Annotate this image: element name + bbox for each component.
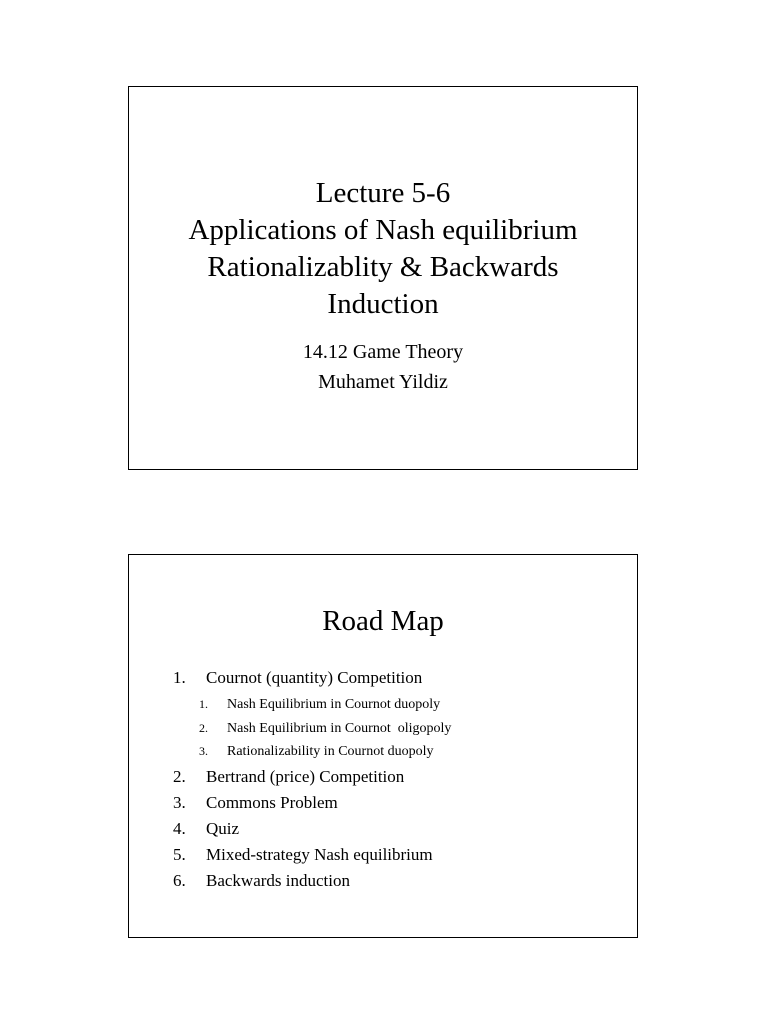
outline-item bbox=[173, 766, 613, 788]
title-line: Rationalizablity & Backwards bbox=[207, 251, 559, 283]
outline-subitem-number: 2. bbox=[199, 720, 208, 735]
outline-subitem-label: Nash Equilibrium in Cournot duopoly bbox=[227, 697, 441, 712]
outline-item-number: 5. bbox=[173, 844, 186, 864]
outline-item-number: 1. bbox=[173, 668, 186, 687]
outline-subitem bbox=[173, 693, 613, 717]
outline-subitem-label: Rationalizability in Cournot duopoly bbox=[227, 744, 434, 759]
outline-item-label: Backwards induction bbox=[206, 870, 350, 890]
title-line: Lecture 5-6 bbox=[315, 177, 451, 209]
road-map-outline bbox=[173, 667, 613, 896]
outline-item-label: Mixed-strategy Nash equilibrium bbox=[206, 844, 433, 864]
outline-sublist bbox=[173, 693, 613, 764]
outline-subitem-number: 3. bbox=[199, 744, 208, 758]
road-map-slide bbox=[128, 554, 638, 938]
title-line: Induction bbox=[327, 288, 439, 320]
outline-item-number: 4. bbox=[173, 818, 186, 838]
outline-item-label: Bertrand (price) Competition bbox=[206, 766, 405, 786]
lecture-title bbox=[129, 175, 637, 323]
course-name: 14.12 Game Theory bbox=[302, 341, 464, 363]
outline-item bbox=[173, 818, 613, 840]
outline-item-label: Quiz bbox=[206, 818, 240, 838]
author-name: Muhamet Yildiz bbox=[318, 371, 448, 393]
outline-item-number: 3. bbox=[173, 792, 186, 812]
outline-item bbox=[173, 667, 613, 689]
outline-subitem bbox=[173, 740, 613, 764]
outline-item bbox=[173, 844, 613, 866]
outline-item-label: Commons Problem bbox=[206, 792, 338, 812]
outline-item-label: Cournot (quantity) Competition bbox=[206, 668, 423, 687]
road-map-title: Road Map bbox=[322, 605, 444, 637]
outline-subitem-label: Nash Equilibrium in Cournot oligopoly bbox=[227, 720, 452, 736]
outline-item-number: 6. bbox=[173, 870, 186, 890]
outline-subitem bbox=[173, 717, 613, 741]
lecture-subtitle bbox=[129, 337, 637, 397]
title-line: Applications of Nash equilibrium bbox=[188, 214, 578, 246]
outline-item-number: 2. bbox=[173, 766, 186, 786]
title-slide bbox=[128, 86, 638, 470]
outline-item bbox=[173, 870, 613, 892]
outline-item bbox=[173, 792, 613, 814]
outline-subitem-number: 1. bbox=[199, 697, 208, 711]
